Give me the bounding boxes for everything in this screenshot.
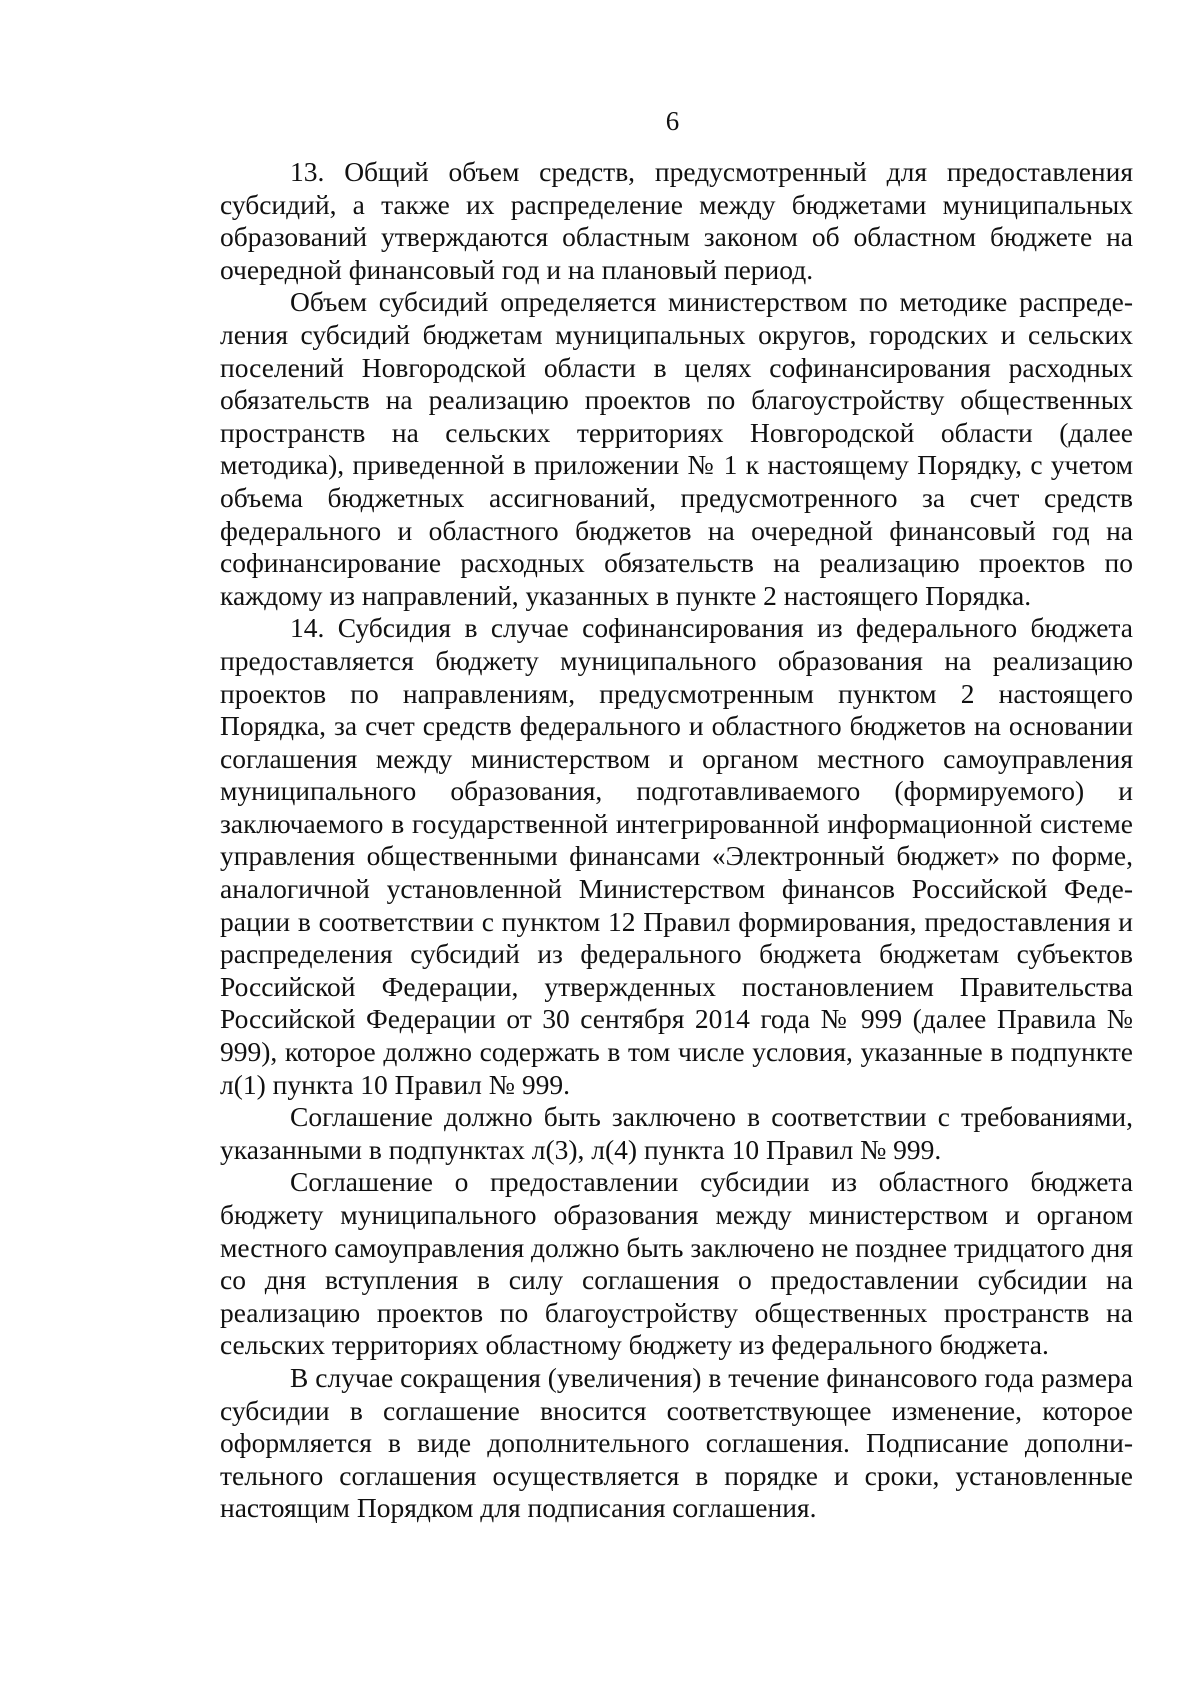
paragraph-14-federal-cofinancing: 14. Субсидия в случае софинансирования из федерального бюджета предоставляется бюджету муниципального образования на реализацию проектов по направлениям, предусмотренным пунктом 2 настоящего Порядка, за счет средств федерального и областного бюджетов на основании соглашения между министерством и органом местного самоуправления муниципального образования, подготавливаемого (формируемого) и заключаемого в государственной интегрированной информационной системе управления общественными финансами «Электронный бюджет» по форме, аналогичной установленной Министерством финансов Российской Федерации в соответствии с пунктом 12 Правил формирования, предоставления и распределения субсидий из федерального бюджета бюджетам субъектов Российской Федерации, утвержденных постановлением Правительства Российской Федерации от 30 сентября 2014 года № 999 (далее Правила № 999), которое должно содержать в том числе условия, указанные в подпункте л(1) пункта 10 Правил № 999. <box>220 612 1133 1100</box>
paragraph-agreement-deadline: Соглашение о предоставлении субсидии из областного бюджета бюджету муниципального образования между министерством и органом местного самоуправления должно быть заключено не позднее тридцатого дня со дня вступления в силу соглашения о предоставлении субсидии на реализацию проектов по благоустройству общественных пространств на сельских территориях областному бюджету из федерального бюджета. <box>220 1166 1133 1361</box>
document-body <box>220 156 1133 1525</box>
page-number: 6 <box>665 106 680 136</box>
paragraph-subsidy-volume-method: Объем субсидий определяется министерством по методике распределения субсидий бюджетам муниципальных округов, городских и сельских поселений Новгородской области в целях софинансирования расходных обязательств на реализацию проектов по благоустройству общественных пространств на сельских территориях Новгородской области (далее методика), приведенной в приложении № 1 к настоящему Порядку, с учетом объема бюджетных ассигнований, предусмотренного за счет средств федерального и областного бюджетов на очередной финансовый год на софинансирование расходных обязательств на реализацию проектов по каждому из направлений, указанных в пункте 2 настоящего Порядка. <box>220 286 1133 611</box>
paragraph-13-total-volume: 13. Общий объем средств, предусмотренный для предоставления субсидий, а также их распределение между бюджетами муниципальных образований утверждаются областным законом об областном бюджете на очередной финансовый год и на плановый период. <box>220 156 1133 285</box>
paragraph-agreement-requirements: Соглашение должно быть заключено в соответствии с требованиями, указанными в подпунктах л(3), л(4) пункта 10 Правил № 999. <box>220 1101 1133 1165</box>
paragraph-subsidy-changes: В случае сокращения (увеличения) в течение финансового года размера субсидии в соглашение вносится соответствующее изменение, которое оформляется в виде дополнительного соглашения. Подписание дополнительного соглашения осуществляется в порядке и сроки, установленные настоящим Порядком для подписания соглашения. <box>220 1361 1133 1524</box>
